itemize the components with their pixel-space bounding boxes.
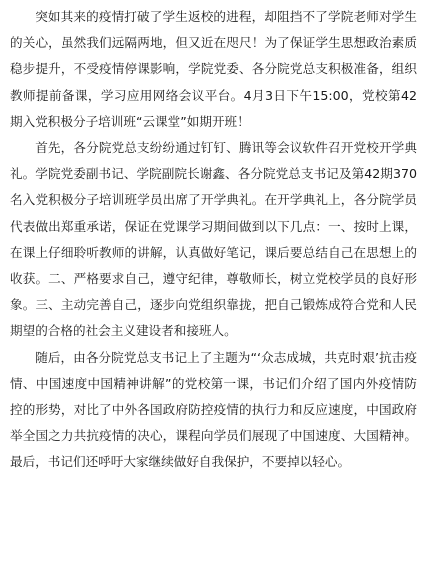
- paragraph-first-lesson: 随后，由各分院党总支书记上了主题为“‘众志成城，共克时艰’抗击疫情、中国速度中国精神讲解”的党校第一课，书记们介绍了国内外疫情防控的形势，对比了中外各国政府防控疫情的执行力和反应速度，中国政府举全国之力共抗疫情的决心，课程向学员们展现了中国速度、大国精神。最后，书记们还呼吁大家继续做好自我保护，不要掉以轻心。: [10, 349, 417, 470]
- paragraph-intro: 突如其来的疫情打破了学生返校的进程，却阻挡不了学院老师对学生的关心，虽然我们远隔两地，但又近在咫尺！为了保证学生思想政治素质稳步提升，不受疫情停课影响，学院党委、各分院党总支积极准备，组织教师提前备课，学习应用网络会议平台。4月3日下午15:00，党校第42期入党积极分子培训班“云课堂”如期开班！: [10, 9, 417, 129]
- paragraph-opening-ceremony: 首先，各分院党总支纷纷通过钉钉、腾讯等会议软件召开党校开学典礼。学院党委副书记、学院副院长谢鑫、各分院党总支书记及第42期370名入党积极分子培训班学员出席了开学典礼。在开学典礼上，各分院学员代表做出郑重承诺，保证在党课学习期间做到以下几点：一、按时上课，在课上仔细聆听教师的讲解，认真做好笔记，课后要总结自己在思想上的收获。二、严格要求自己，遵守纪律，尊敬师长，树立党校学员的良好形象。三、主动完善自己，逐步向党组织靠拢，把自己锻炼成符合党和人民期望的合格的社会主义建设者和接班人。: [10, 140, 417, 339]
- article-body: [10, 4, 417, 476]
